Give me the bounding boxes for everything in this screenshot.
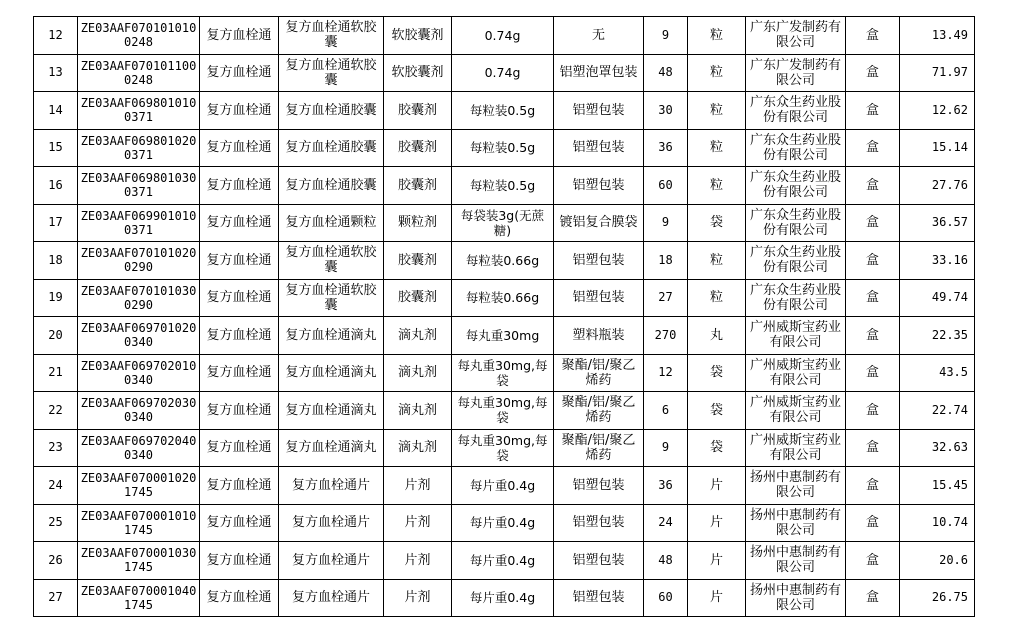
cell-packaging: 聚酯/铝/聚乙烯药 [554, 429, 644, 467]
cell-generic-name: 复方血栓通 [200, 167, 279, 205]
cell-generic-name: 复方血栓通 [200, 354, 279, 392]
cell-generic-name: 复方血栓通 [200, 54, 279, 92]
cell-manufacturer: 广东众生药业股份有限公司 [746, 279, 846, 317]
cell-price: 15.45 [900, 467, 975, 505]
cell-min-unit: 袋 [688, 429, 746, 467]
cell-row-number: 25 [34, 504, 78, 542]
cell-generic-name: 复方血栓通 [200, 504, 279, 542]
cell-product-name: 复方血栓通软胶囊 [279, 17, 384, 55]
cell-manufacturer: 扬州中惠制药有限公司 [746, 467, 846, 505]
cell-row-number: 27 [34, 579, 78, 617]
cell-product-name: 复方血栓通软胶囊 [279, 279, 384, 317]
table-row [34, 467, 975, 505]
table-row [34, 429, 975, 467]
cell-product-name: 复方血栓通片 [279, 504, 384, 542]
cell-pack-quantity: 27 [644, 279, 688, 317]
cell-dosage-form: 滴丸剂 [384, 429, 452, 467]
cell-drug-code: ZE03AAF0697020100340 [78, 354, 200, 392]
cell-package-unit: 盒 [846, 129, 900, 167]
cell-price: 15.14 [900, 129, 975, 167]
cell-specification: 每袋装3g(无蔗糖) [452, 204, 554, 242]
cell-min-unit: 片 [688, 467, 746, 505]
cell-packaging: 塑料瓶装 [554, 317, 644, 355]
cell-row-number: 22 [34, 392, 78, 430]
cell-pack-quantity: 270 [644, 317, 688, 355]
cell-package-unit: 盒 [846, 392, 900, 430]
cell-specification: 每粒装0.5g [452, 92, 554, 130]
cell-drug-code: ZE03AAF0700010201745 [78, 467, 200, 505]
cell-package-unit: 盒 [846, 429, 900, 467]
cell-dosage-form: 片剂 [384, 579, 452, 617]
cell-min-unit: 袋 [688, 354, 746, 392]
cell-package-unit: 盒 [846, 17, 900, 55]
table-row [34, 242, 975, 280]
cell-dosage-form: 片剂 [384, 467, 452, 505]
cell-manufacturer: 广州威斯宝药业有限公司 [746, 354, 846, 392]
cell-manufacturer: 广东众生药业股份有限公司 [746, 167, 846, 205]
cell-price: 71.97 [900, 54, 975, 92]
cell-manufacturer: 广东广发制药有限公司 [746, 54, 846, 92]
cell-min-unit: 粒 [688, 129, 746, 167]
cell-price: 20.6 [900, 542, 975, 580]
cell-dosage-form: 胶囊剂 [384, 279, 452, 317]
cell-package-unit: 盒 [846, 167, 900, 205]
cell-product-name: 复方血栓通滴丸 [279, 429, 384, 467]
cell-specification: 每丸重30mg [452, 317, 554, 355]
cell-pack-quantity: 18 [644, 242, 688, 280]
cell-specification: 每粒装0.5g [452, 129, 554, 167]
cell-pack-quantity: 60 [644, 579, 688, 617]
cell-min-unit: 粒 [688, 279, 746, 317]
cell-generic-name: 复方血栓通 [200, 392, 279, 430]
cell-generic-name: 复方血栓通 [200, 242, 279, 280]
table-row [34, 167, 975, 205]
cell-generic-name: 复方血栓通 [200, 467, 279, 505]
cell-price: 49.74 [900, 279, 975, 317]
cell-package-unit: 盒 [846, 504, 900, 542]
cell-drug-code: ZE03AAF0700010401745 [78, 579, 200, 617]
cell-price: 26.75 [900, 579, 975, 617]
table-row [34, 129, 975, 167]
cell-packaging: 铝塑包装 [554, 167, 644, 205]
cell-package-unit: 盒 [846, 92, 900, 130]
cell-generic-name: 复方血栓通 [200, 429, 279, 467]
cell-packaging: 铝塑包装 [554, 579, 644, 617]
cell-product-name: 复方血栓通胶囊 [279, 129, 384, 167]
cell-drug-code: ZE03AAF0701010100248 [78, 17, 200, 55]
cell-manufacturer: 广东众生药业股份有限公司 [746, 242, 846, 280]
cell-min-unit: 粒 [688, 17, 746, 55]
cell-row-number: 17 [34, 204, 78, 242]
cell-packaging: 铝塑包装 [554, 279, 644, 317]
cell-specification: 每粒装0.5g [452, 167, 554, 205]
cell-min-unit: 粒 [688, 92, 746, 130]
cell-generic-name: 复方血栓通 [200, 317, 279, 355]
cell-packaging: 聚酯/铝/聚乙烯药 [554, 354, 644, 392]
cell-product-name: 复方血栓通片 [279, 542, 384, 580]
cell-dosage-form: 滴丸剂 [384, 392, 452, 430]
cell-specification: 每丸重30mg,每袋 [452, 392, 554, 430]
cell-product-name: 复方血栓通滴丸 [279, 354, 384, 392]
cell-product-name: 复方血栓通颗粒 [279, 204, 384, 242]
cell-specification: 每丸重30mg,每袋 [452, 429, 554, 467]
cell-dosage-form: 滴丸剂 [384, 354, 452, 392]
cell-specification: 每粒装0.66g [452, 242, 554, 280]
cell-manufacturer: 广州威斯宝药业有限公司 [746, 429, 846, 467]
cell-manufacturer: 广东众生药业股份有限公司 [746, 92, 846, 130]
cell-row-number: 26 [34, 542, 78, 580]
cell-dosage-form: 软胶囊剂 [384, 17, 452, 55]
cell-drug-code: ZE03AAF0698010300371 [78, 167, 200, 205]
cell-min-unit: 片 [688, 579, 746, 617]
cell-product-name: 复方血栓通片 [279, 467, 384, 505]
cell-row-number: 15 [34, 129, 78, 167]
cell-package-unit: 盒 [846, 317, 900, 355]
cell-drug-code: ZE03AAF0698010100371 [78, 92, 200, 130]
cell-generic-name: 复方血栓通 [200, 17, 279, 55]
cell-row-number: 19 [34, 279, 78, 317]
cell-drug-code: ZE03AAF0701010200290 [78, 242, 200, 280]
cell-manufacturer: 广州威斯宝药业有限公司 [746, 392, 846, 430]
cell-specification: 0.74g [452, 54, 554, 92]
cell-dosage-form: 软胶囊剂 [384, 54, 452, 92]
cell-specification: 每片重0.4g [452, 579, 554, 617]
table-row [34, 579, 975, 617]
cell-generic-name: 复方血栓通 [200, 204, 279, 242]
cell-min-unit: 粒 [688, 54, 746, 92]
cell-manufacturer: 广州威斯宝药业有限公司 [746, 317, 846, 355]
cell-package-unit: 盒 [846, 242, 900, 280]
cell-generic-name: 复方血栓通 [200, 279, 279, 317]
cell-pack-quantity: 9 [644, 17, 688, 55]
table-row [34, 542, 975, 580]
cell-drug-code: ZE03AAF0700010101745 [78, 504, 200, 542]
cell-row-number: 16 [34, 167, 78, 205]
cell-min-unit: 袋 [688, 392, 746, 430]
cell-dosage-form: 片剂 [384, 542, 452, 580]
cell-packaging: 铝塑包装 [554, 542, 644, 580]
cell-packaging: 铝塑包装 [554, 242, 644, 280]
cell-generic-name: 复方血栓通 [200, 542, 279, 580]
cell-row-number: 20 [34, 317, 78, 355]
cell-row-number: 13 [34, 54, 78, 92]
cell-pack-quantity: 12 [644, 354, 688, 392]
cell-package-unit: 盒 [846, 354, 900, 392]
cell-manufacturer: 扬州中惠制药有限公司 [746, 579, 846, 617]
table-row [34, 92, 975, 130]
cell-packaging: 铝塑包装 [554, 504, 644, 542]
cell-dosage-form: 片剂 [384, 504, 452, 542]
cell-dosage-form: 胶囊剂 [384, 129, 452, 167]
cell-drug-code: ZE03AAF0701010300290 [78, 279, 200, 317]
cell-price: 27.76 [900, 167, 975, 205]
cell-package-unit: 盒 [846, 204, 900, 242]
cell-pack-quantity: 24 [644, 504, 688, 542]
cell-pack-quantity: 6 [644, 392, 688, 430]
cell-manufacturer: 广东众生药业股份有限公司 [746, 129, 846, 167]
cell-generic-name: 复方血栓通 [200, 579, 279, 617]
cell-packaging: 铝塑包装 [554, 467, 644, 505]
cell-row-number: 14 [34, 92, 78, 130]
cell-price: 13.49 [900, 17, 975, 55]
cell-product-name: 复方血栓通胶囊 [279, 167, 384, 205]
cell-packaging: 无 [554, 17, 644, 55]
drug-price-table [33, 16, 975, 617]
cell-generic-name: 复方血栓通 [200, 92, 279, 130]
cell-specification: 每粒装0.66g [452, 279, 554, 317]
cell-product-name: 复方血栓通滴丸 [279, 317, 384, 355]
cell-package-unit: 盒 [846, 279, 900, 317]
cell-packaging: 聚酯/铝/聚乙烯药 [554, 392, 644, 430]
cell-min-unit: 片 [688, 542, 746, 580]
cell-pack-quantity: 60 [644, 167, 688, 205]
cell-price: 33.16 [900, 242, 975, 280]
cell-pack-quantity: 48 [644, 54, 688, 92]
cell-min-unit: 粒 [688, 167, 746, 205]
cell-price: 12.62 [900, 92, 975, 130]
table-row [34, 354, 975, 392]
cell-row-number: 18 [34, 242, 78, 280]
cell-drug-code: ZE03AAF0697010200340 [78, 317, 200, 355]
cell-product-name: 复方血栓通软胶囊 [279, 54, 384, 92]
cell-specification: 每丸重30mg,每袋 [452, 354, 554, 392]
cell-product-name: 复方血栓通胶囊 [279, 92, 384, 130]
cell-drug-code: ZE03AAF0697020300340 [78, 392, 200, 430]
cell-drug-code: ZE03AAF0698010200371 [78, 129, 200, 167]
cell-price: 22.74 [900, 392, 975, 430]
cell-row-number: 23 [34, 429, 78, 467]
table-body [34, 17, 975, 617]
cell-drug-code: ZE03AAF0699010100371 [78, 204, 200, 242]
cell-manufacturer: 广东广发制药有限公司 [746, 17, 846, 55]
table-row [34, 204, 975, 242]
cell-specification: 每片重0.4g [452, 504, 554, 542]
cell-drug-code: ZE03AAF0701011000248 [78, 54, 200, 92]
cell-min-unit: 粒 [688, 242, 746, 280]
cell-dosage-form: 胶囊剂 [384, 167, 452, 205]
cell-packaging: 镀铝复合膜袋 [554, 204, 644, 242]
cell-row-number: 24 [34, 467, 78, 505]
cell-pack-quantity: 9 [644, 204, 688, 242]
cell-drug-code: ZE03AAF0697020400340 [78, 429, 200, 467]
cell-dosage-form: 滴丸剂 [384, 317, 452, 355]
cell-specification: 0.74g [452, 17, 554, 55]
table-row [34, 279, 975, 317]
cell-row-number: 12 [34, 17, 78, 55]
cell-package-unit: 盒 [846, 579, 900, 617]
cell-dosage-form: 胶囊剂 [384, 242, 452, 280]
cell-packaging: 铝塑包装 [554, 92, 644, 130]
cell-packaging: 铝塑包装 [554, 129, 644, 167]
cell-min-unit: 袋 [688, 204, 746, 242]
cell-product-name: 复方血栓通片 [279, 579, 384, 617]
cell-specification: 每片重0.4g [452, 467, 554, 505]
cell-generic-name: 复方血栓通 [200, 129, 279, 167]
cell-price: 36.57 [900, 204, 975, 242]
cell-package-unit: 盒 [846, 54, 900, 92]
cell-min-unit: 片 [688, 504, 746, 542]
table-row [34, 17, 975, 55]
cell-pack-quantity: 36 [644, 467, 688, 505]
cell-manufacturer: 扬州中惠制药有限公司 [746, 504, 846, 542]
cell-pack-quantity: 30 [644, 92, 688, 130]
table-row [34, 317, 975, 355]
cell-price: 32.63 [900, 429, 975, 467]
cell-min-unit: 丸 [688, 317, 746, 355]
cell-price: 10.74 [900, 504, 975, 542]
table-row [34, 504, 975, 542]
cell-product-name: 复方血栓通软胶囊 [279, 242, 384, 280]
cell-price: 43.5 [900, 354, 975, 392]
cell-manufacturer: 广东众生药业股份有限公司 [746, 204, 846, 242]
cell-dosage-form: 胶囊剂 [384, 92, 452, 130]
cell-packaging: 铝塑泡罩包装 [554, 54, 644, 92]
cell-product-name: 复方血栓通滴丸 [279, 392, 384, 430]
cell-pack-quantity: 48 [644, 542, 688, 580]
cell-price: 22.35 [900, 317, 975, 355]
cell-drug-code: ZE03AAF0700010301745 [78, 542, 200, 580]
cell-package-unit: 盒 [846, 542, 900, 580]
cell-row-number: 21 [34, 354, 78, 392]
cell-dosage-form: 颗粒剂 [384, 204, 452, 242]
cell-pack-quantity: 9 [644, 429, 688, 467]
table-row [34, 392, 975, 430]
cell-specification: 每片重0.4g [452, 542, 554, 580]
cell-manufacturer: 扬州中惠制药有限公司 [746, 542, 846, 580]
table-row [34, 54, 975, 92]
cell-package-unit: 盒 [846, 467, 900, 505]
cell-pack-quantity: 36 [644, 129, 688, 167]
